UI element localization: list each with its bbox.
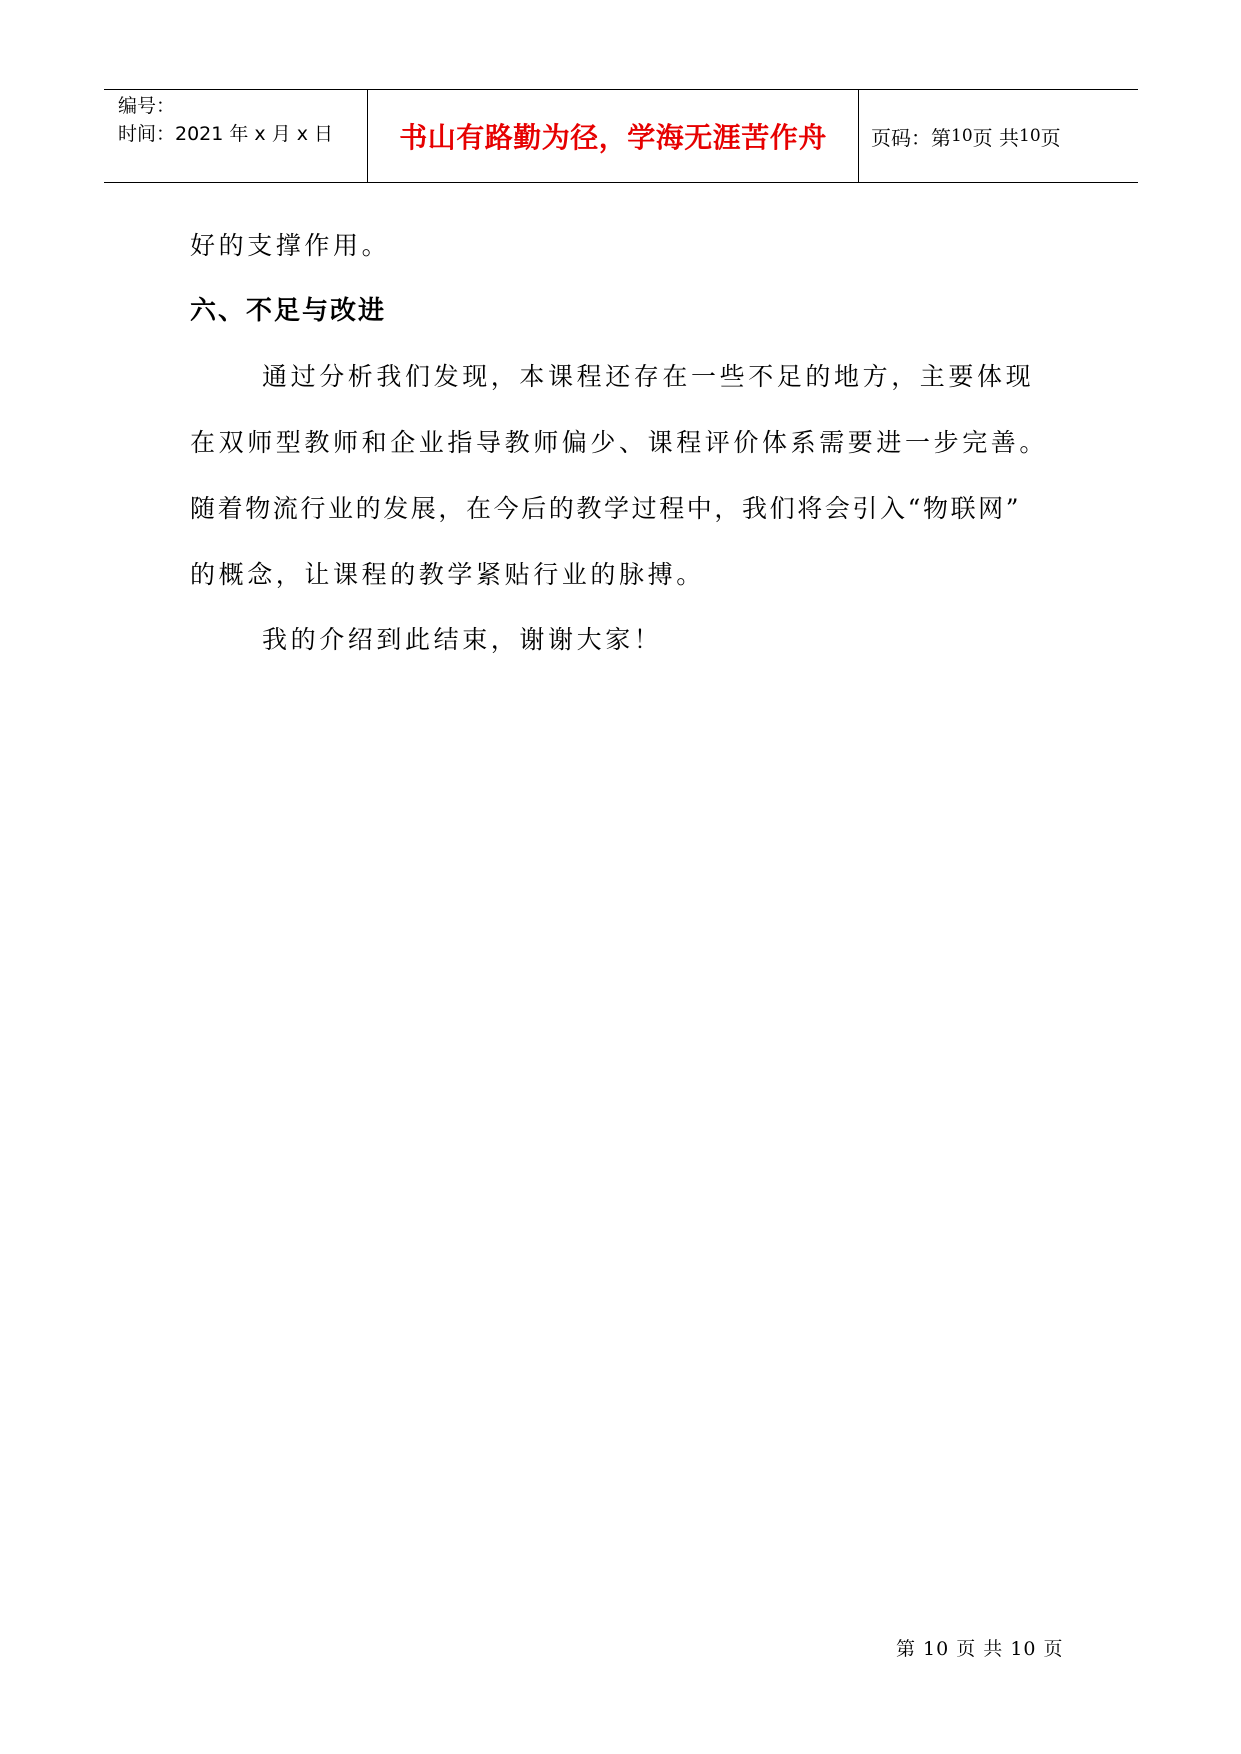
page-label-suffix: 页 (1040, 125, 1061, 150)
paragraph-line: 通过分析我们发现，本课程还存在一些不足的地方，主要体现 (262, 362, 1035, 391)
closing-paragraph: 我的介绍到此结束，谢谢大家！ (262, 625, 663, 654)
section-heading: 六、不足与改进 (190, 296, 387, 326)
page-header (104, 89, 1138, 183)
header-page-cell (859, 90, 1138, 182)
paragraph-line: 随着物流行业的发展，在今后的教学过程中，我们将会引入“物联网” (190, 494, 1022, 523)
paragraph-line: 在双师型教师和企业指导教师偏少、课程评价体系需要进一步完善。 (190, 428, 1049, 457)
page-current-number: 10 (951, 126, 973, 146)
page-label-prefix: 页码：第 (871, 125, 951, 150)
page-label-mid: 页 共 (972, 125, 1019, 150)
document-time-label: 时间：2021 年 x 月 x 日 (118, 123, 334, 145)
continuation-line: 好的支撑作用。 (190, 231, 391, 260)
paragraph-line: 的概念，让课程的教学紧贴行业的脉搏。 (190, 560, 705, 589)
page-total-number: 10 (1019, 126, 1041, 146)
header-motto-cell (368, 90, 859, 182)
header-meta-cell (104, 90, 368, 182)
document-number-label: 编号： (118, 95, 176, 117)
header-motto: 书山有路勤为径，学海无涯苦作舟 (399, 121, 827, 154)
page-footer: 第 10 页 共 10 页 (896, 1638, 1064, 1660)
